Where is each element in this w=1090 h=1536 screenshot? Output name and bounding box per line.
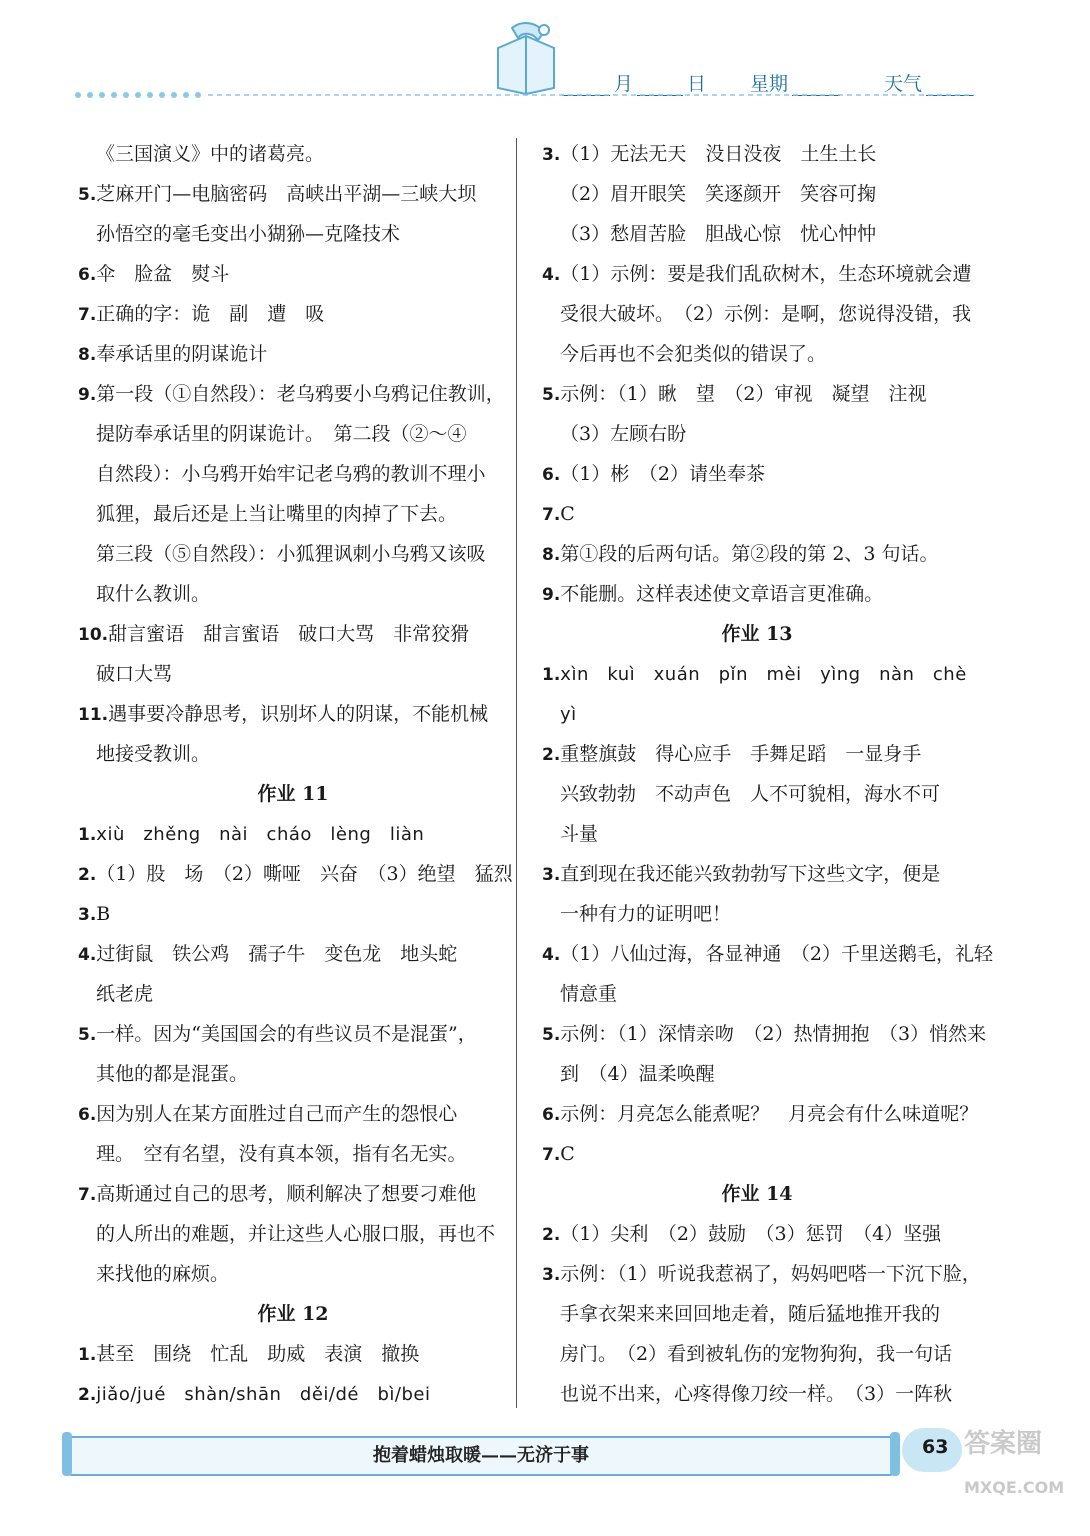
item-text: yì xyxy=(560,704,577,725)
answer-item xyxy=(542,1134,575,1174)
column-divider xyxy=(516,138,517,1408)
answer-line: 一种有力的证明吧！ xyxy=(560,903,732,925)
answer-item xyxy=(542,374,926,414)
answer-item xyxy=(78,894,110,934)
item-text: C xyxy=(560,1143,575,1165)
answer-item xyxy=(78,374,505,414)
answer-item xyxy=(78,814,424,854)
answer-item xyxy=(542,1214,941,1254)
answer-line: 受很大破坏。 （2）示例：是啊，您说得没错，我 xyxy=(560,303,972,325)
page-number: 63 xyxy=(922,1436,949,1458)
item-number: 11. xyxy=(78,705,109,725)
answer-line: 情意重 xyxy=(560,983,618,1005)
answer-line: 到 （4）温柔唤醒 xyxy=(560,1063,715,1085)
section-heading: 作业 13 xyxy=(721,623,793,645)
answer-line: 房门。 （2）看到被轧伤的宠物狗狗，我一句话 xyxy=(560,1343,953,1365)
item-number: 3. xyxy=(542,1265,561,1285)
item-text: 过街鼠 铁公鸡 孺子牛 变色龙 地头蛇 xyxy=(96,943,458,965)
item-text: （1）八仙过海，各显神通 （2）千里送鹅毛，礼轻 xyxy=(560,943,993,965)
answer-line: 斗量 xyxy=(560,823,599,845)
answer-line: 自然段）：小乌鸦开始牢记老乌鸦的教训不理小 xyxy=(96,463,486,485)
answer-line: 狐狸，最后还是上当让嘴里的肉掉了下去。 xyxy=(96,503,458,525)
item-number: 6. xyxy=(542,1105,561,1125)
answer-item xyxy=(542,254,971,294)
watermark xyxy=(964,1422,1065,1522)
month-label: 月 xyxy=(614,73,634,95)
day-label: 日 xyxy=(687,73,707,95)
answer-item xyxy=(542,734,921,774)
answer-line: 理。 空有名望，没有真本领，指有名无实。 xyxy=(96,1143,467,1165)
answer-item xyxy=(78,254,229,294)
watermark-line1: 答案圈 xyxy=(964,1429,1043,1459)
item-number: 1. xyxy=(78,1345,97,1365)
item-number: 8. xyxy=(78,345,97,365)
weather-label: 天气 xyxy=(884,73,923,95)
proverb-banner xyxy=(68,1436,894,1476)
item-text: 伞 脸盆 熨斗 xyxy=(96,263,230,285)
answer-line: 破口大骂 xyxy=(96,663,173,685)
item-number: 7. xyxy=(542,1145,561,1165)
item-number: 6. xyxy=(542,465,561,485)
answer-item xyxy=(542,1254,981,1294)
answer-item xyxy=(78,1094,457,1134)
item-number: 5. xyxy=(78,1025,97,1045)
item-text: （1）股 场 （2）嘶哑 兴奋 （3）绝望 猛烈 xyxy=(96,863,513,885)
answer-item xyxy=(560,694,577,734)
answer-line: （3）左顾右盼 xyxy=(560,423,687,445)
item-number: 4. xyxy=(78,945,97,965)
item-number: 6. xyxy=(78,265,97,285)
answer-line: 孙悟空的毫毛变出小猢狲—克隆技术 xyxy=(96,223,401,245)
answer-item xyxy=(542,1014,986,1054)
answer-item xyxy=(78,334,267,374)
page-header xyxy=(0,0,1090,130)
item-text: 因为别人在某方面胜过自己而产生的怨恨心 xyxy=(96,1103,458,1125)
item-text: 正确的字：诡 副 遭 吸 xyxy=(96,303,325,325)
item-number: 4. xyxy=(542,265,561,285)
item-number: 5. xyxy=(78,185,97,205)
books-icon xyxy=(492,18,562,96)
answer-item xyxy=(78,694,488,734)
item-number: 4. xyxy=(542,945,561,965)
item-number: 5. xyxy=(542,385,561,405)
footer-proverb: 抱着蜡烛取暖——无济于事 xyxy=(373,1445,589,1466)
answer-item xyxy=(542,134,876,174)
item-number: 3. xyxy=(542,865,561,885)
answer-line: 其他的都是混蛋。 xyxy=(96,1063,249,1085)
answer-item xyxy=(78,614,469,654)
item-text: 一样。因为“美国国会的有些议员不是混蛋”， xyxy=(96,1023,477,1045)
item-text: 第①段的后两句话。第②段的第 2、3 句话。 xyxy=(560,543,939,565)
item-text: xìn kuì xuán pǐn mèi yìng nàn chè xyxy=(560,664,967,685)
item-text: 芝麻开门—电脑密码 高峡出平湖—三峡大坝 xyxy=(96,183,477,205)
answer-line: 纸老虎 xyxy=(96,983,154,1005)
item-text: （1）示例：要是我们乱砍树木，生态环境就会遭 xyxy=(560,263,972,285)
item-text: jiǎo/jué shàn/shān děi/dé bì/bei xyxy=(96,1384,431,1405)
item-text: 第一段（①自然段）：老乌鸦要小乌鸦记住教训， xyxy=(96,383,505,405)
item-number: 2. xyxy=(78,865,97,885)
answer-line: 《三国演义》中的诸葛亮。 xyxy=(96,143,325,165)
watermark-line2: MXQE.COM xyxy=(964,1478,1065,1497)
item-text: xiù zhěng nài cháo lèng liàn xyxy=(96,824,425,845)
item-number: 10. xyxy=(78,625,109,645)
dotted-divider xyxy=(74,90,974,100)
item-text: 甚至 围绕 忙乱 助威 表演 撤换 xyxy=(96,1343,420,1365)
item-text: 示例：月亮怎么能煮呢？ 月亮会有什么味道呢？ xyxy=(560,1103,979,1125)
page-footer xyxy=(60,1426,1065,1536)
item-number: 1. xyxy=(542,665,561,685)
answer-item xyxy=(542,654,967,694)
answer-item xyxy=(78,1374,430,1414)
answer-item xyxy=(78,1174,476,1214)
item-text: 遇事要冷静思考，识别坏人的阴谋，不能机械 xyxy=(108,703,489,725)
item-text: B xyxy=(96,903,111,925)
item-text: 示例：（1）深情亲吻 （2）热情拥抱 （3）悄然来 xyxy=(560,1023,987,1045)
item-number: 7. xyxy=(78,305,97,325)
answer-item xyxy=(542,454,765,494)
answer-line: 兴致勃勃 不动声色 人不可貌相，海水不可 xyxy=(560,783,941,805)
item-number: 1. xyxy=(78,825,97,845)
item-number: 2. xyxy=(78,1385,97,1405)
answer-line: 手拿衣架来来回回地走着，随后猛地推开我的 xyxy=(560,1303,941,1325)
item-number: 9. xyxy=(542,585,561,605)
item-text: 高斯通过自己的思考，顺利解决了想要刁难他 xyxy=(96,1183,477,1205)
answer-item xyxy=(542,574,883,614)
item-number: 8. xyxy=(542,545,561,565)
item-number: 3. xyxy=(542,145,561,165)
section-heading: 作业 12 xyxy=(257,1303,329,1325)
answer-item xyxy=(78,174,476,214)
item-text: （1）无法无天 没日没夜 土生土长 xyxy=(560,143,877,165)
answer-line: 取什么教训。 xyxy=(96,583,211,605)
answer-item xyxy=(78,854,513,894)
item-text: （1）尖利 （2）鼓励 （3）惩罚 （4）坚强 xyxy=(560,1223,942,1245)
answer-line: （2）眉开眼笑 笑逐颜开 笑容可掬 xyxy=(560,183,877,205)
answer-line: 的人所出的难题，并让这些人心服口服，再也不 xyxy=(96,1223,496,1245)
answer-item xyxy=(78,934,457,974)
item-number: 6. xyxy=(78,1105,97,1125)
answer-item xyxy=(542,534,939,574)
item-number: 3. xyxy=(78,905,97,925)
section-heading: 作业 14 xyxy=(721,1183,793,1205)
answer-line: 第三段（⑤自然段）：小狐狸讽刺小乌鸦又该吸 xyxy=(96,543,486,565)
section-heading: 作业 11 xyxy=(257,783,329,805)
answer-item xyxy=(542,934,993,974)
weekday-label: 星期 xyxy=(750,73,789,95)
item-text: 不能删。这样表述使文章语言更准确。 xyxy=(560,583,884,605)
item-number: 7. xyxy=(78,1185,97,1205)
item-number: 9. xyxy=(78,385,97,405)
item-number: 5. xyxy=(542,1025,561,1045)
item-text: 奉承话里的阴谋诡计 xyxy=(96,343,268,365)
answer-line: 地接受教训。 xyxy=(96,743,211,765)
answer-item xyxy=(542,494,575,534)
answer-line: 今后再也不会犯类似的错误了。 xyxy=(560,343,827,365)
item-text: 示例：（1）听说我惹祸了，妈妈吧嗒一下沉下脸， xyxy=(560,1263,981,1285)
item-number: 2. xyxy=(542,1225,561,1245)
answer-item xyxy=(78,294,324,334)
answer-item xyxy=(542,854,940,894)
answer-item xyxy=(542,1094,978,1134)
item-text: 直到现在我还能兴致勃勃写下这些文字，便是 xyxy=(560,863,941,885)
answer-line: （3）愁眉苦脸 胆战心惊 忧心忡忡 xyxy=(560,223,877,245)
answer-item xyxy=(78,1014,477,1054)
answer-line: 提防奉承话里的阴谋诡计。 第二段（②～④ xyxy=(96,423,467,445)
answer-line: 也说不出来，心疼得像刀绞一样。 （3）一阵秋 xyxy=(560,1383,953,1405)
item-text: 示例：（1）瞅 望 （2）审视 凝望 注视 xyxy=(560,383,927,405)
answer-line: 来找他的麻烦。 xyxy=(96,1263,230,1285)
answer-item xyxy=(78,1334,419,1374)
item-text: 甜言蜜语 甜言蜜语 破口大骂 非常狡猾 xyxy=(108,623,470,645)
item-text: 重整旗鼓 得心应手 手舞足蹈 一显身手 xyxy=(560,743,922,765)
item-text: C xyxy=(560,503,575,525)
item-number: 7. xyxy=(542,505,561,525)
item-number: 2. xyxy=(542,745,561,765)
item-text: （1）彬 （2）请坐奉茶 xyxy=(560,463,765,485)
